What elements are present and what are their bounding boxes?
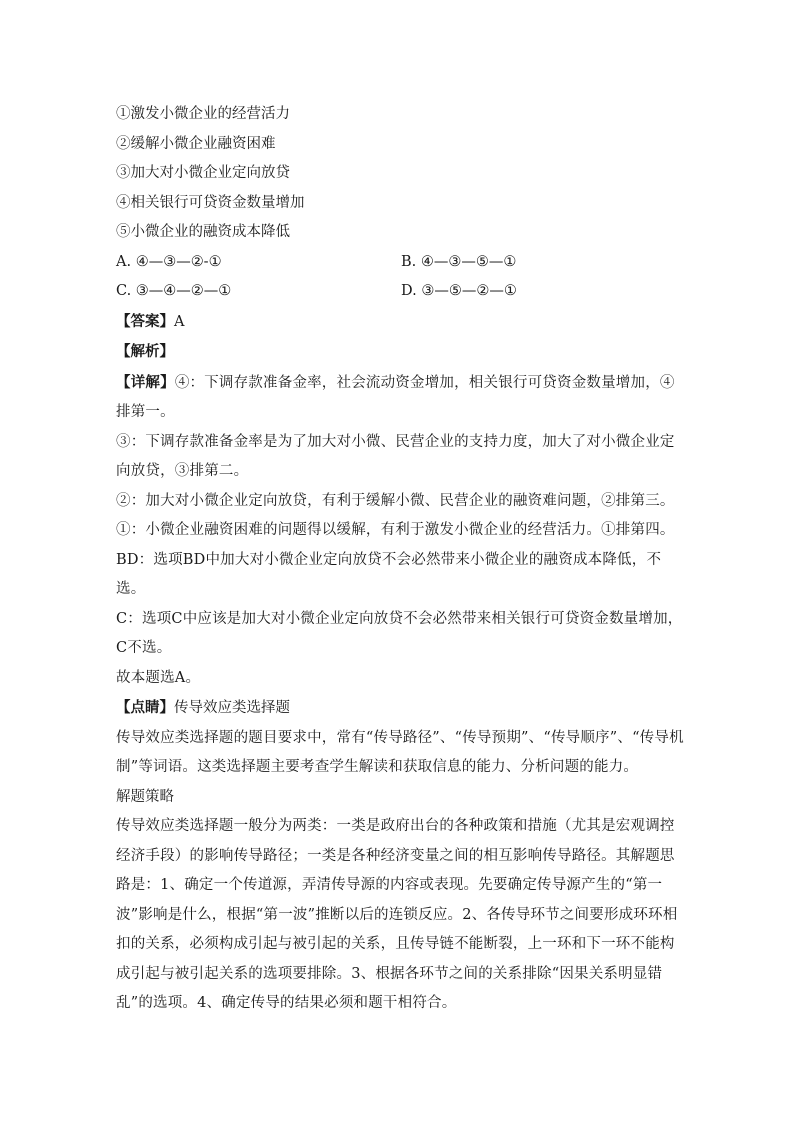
options-row-ab xyxy=(116,248,686,278)
option-a: A. ④—③—②-① xyxy=(116,253,222,270)
answer-tag: 【答案】 xyxy=(116,312,174,330)
statement-4: ④相关银行可贷资金数量增加 xyxy=(116,194,305,211)
detail-conclusion: 故本题选A。 xyxy=(116,669,201,686)
option-b: B. ④—③—⑤—① xyxy=(401,253,517,270)
detail-text-1: ④：下调存款准备金率，社会流动资金增加，相关银行可贷资金数量增加，④排第一。 xyxy=(116,374,675,420)
options-row-cd xyxy=(116,277,686,307)
option-c: C. ③—④—②—① xyxy=(116,283,232,299)
tip-title: 传导效应类选择题 xyxy=(174,700,290,716)
detail-paragraph-2: ③：下调存款准备金率是为了加大对小微、民营企业的支持力度，加大了对小微企业定向放贷，③排第二。 xyxy=(116,433,675,479)
detail-paragraph-4: ①：小微企业融资困难的问题得以缓解，有利于激发小微企业的经营活力。①排第四。 xyxy=(116,522,675,538)
detail-paragraph-5: BD：选项BD中加大对小微企业定向放贷不会必然带来小微企业的融资成本降低，不选。 xyxy=(116,551,662,597)
answer-value: A xyxy=(174,313,185,330)
statement-3: ③加大对小微企业定向放贷 xyxy=(116,165,290,181)
statement-2: ②缓解小微企业融资困难 xyxy=(116,135,276,152)
detail-paragraph-6: C：选项C中应该是加大对小微企业定向放贷不会必然带来相关银行可贷资金数量增加，C不选。 xyxy=(116,610,683,656)
strategy-title: 解题策略 xyxy=(116,788,174,805)
statement-5: ⑤小微企业的融资成本降低 xyxy=(116,224,290,240)
option-d: D. ③—⑤—②—① xyxy=(401,283,517,299)
answer-line xyxy=(116,307,686,338)
analysis-tag: 【解析】 xyxy=(116,343,174,360)
tip-paragraph-1: 传导效应类选择题的题目要求中，常有“传导路径”、“传导预期”、“传导顺序”、“传导机制”等词语。这类选择题主要考查学生解读和获取信息的能力、分析问题的能力。 xyxy=(116,729,684,775)
tip-paragraph-2: 传导效应类选择题一般分为两类：一类是政府出台的各种政策和措施（尤其是宏观调控经济手段）的影响传导路径；一类是各种经济变量之间的相互影响传导路径。其解题思路是：1、确定一个传道源，弄清传导源的内容或表现。先要确定传导源产生的“第一波”影响是什么，根据“第一波”推断以后的连锁反应。2、各传导环节之间要形成环环相扣的关系，必须构成引起与被引起的关系，且传导链不能断裂，上一环和下一环不能构成引起与被引起关系的选项要排除。3、根据各环节之间的关系排除“因果关系明显错乱”的选项。4、确定传导的结果必须和题干相符合。 xyxy=(116,818,678,1011)
tip-tag: 【点睛】 xyxy=(116,699,174,716)
detail-paragraph-1 xyxy=(116,368,686,428)
analysis-line xyxy=(116,337,686,368)
question-content xyxy=(116,100,686,1019)
statement-1: ①激发小微企业的经营活力 xyxy=(116,106,290,122)
detail-paragraph-3: ②：加大对小微企业定向放贷，有利于缓解小微、民营企业的融资难问题，②排第三。 xyxy=(116,492,675,509)
tip-heading xyxy=(116,693,686,724)
detail-tag: 【详解】 xyxy=(116,373,175,391)
